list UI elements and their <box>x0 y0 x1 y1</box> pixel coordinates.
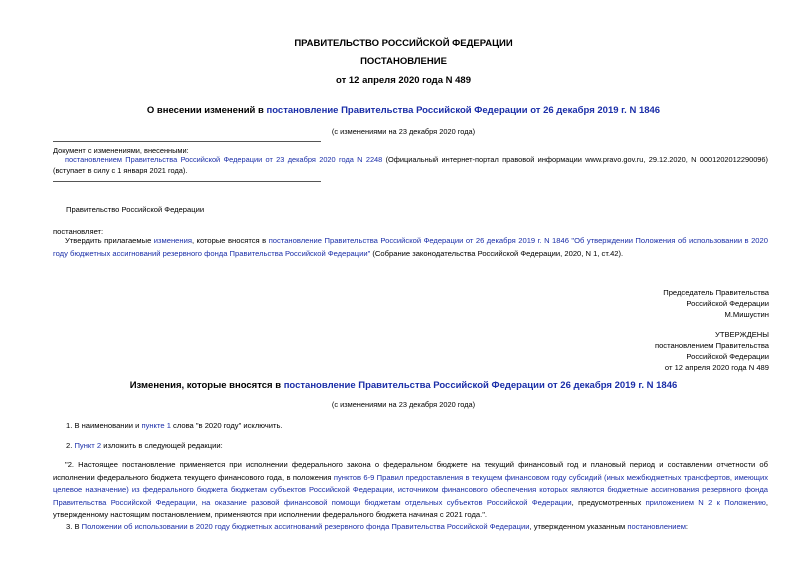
quoted-paragraph <box>53 459 768 522</box>
changes-amended-note: (с изменениями на 23 декабря 2020 года) <box>331 400 476 409</box>
decree-1846-link[interactable]: постановление Правительства Российской Федерации от 26 декабря 2019 г. N 1846 "Об утверждении Положения об использовании в 2020 году бюджетных ассигнований резервного фонда Правительства Российской Федерации" <box>53 236 768 258</box>
approved-line-2: постановлением Правительства <box>654 341 769 350</box>
p1-text-a: Утвердить прилагаемые <box>65 236 154 245</box>
rules-points-link[interactable]: пунктов 6-9 Правил предоставления в текущем финансовом году субсидий (иных межбюджетных трансфертов, имеющих целевое назначение) из федерального бюджета бюджетам субъектов Российской Федерации, источником финансового обеспечения которых являются бюджетные ассигнования резервного фонда Правительства Российской Федерации, на оказание разовой финансовой помощи бюджетам отдельных субъектов Российской Федерации <box>53 472 768 507</box>
approved-line-4: от 12 апреля 2020 года N 489 <box>664 363 769 372</box>
changes-title-prefix: Изменения, которые вносятся в <box>129 380 284 391</box>
item-3-text-a: 3. В <box>66 522 82 531</box>
approved-heading: УТВЕРЖДЕНЫ <box>715 330 769 339</box>
changes-title <box>0 380 807 391</box>
p1-text-b: , которые вносятся в <box>191 236 269 245</box>
item-2-prefix: 2. <box>66 441 75 450</box>
changes-title-link[interactable]: постановление Правительства Российской Федерации от 26 декабря 2019 г. N 1846 <box>283 380 678 391</box>
document-date-number: от 12 апреля 2020 года N 489 <box>336 75 471 86</box>
preamble-paragraph <box>53 235 768 260</box>
changes-box-text <box>53 154 768 176</box>
document-title <box>0 105 807 116</box>
amending-decree-link[interactable]: постановлением Правительства Российской Федерации от 23 декабря 2020 года N 2248 <box>65 155 383 164</box>
item-2 <box>66 441 223 450</box>
point-2-link[interactable]: Пункт 2 <box>74 441 102 450</box>
p1-text-c: (Собрание законодательства Российской Федерации, 2020, N 1, ст.42). <box>370 248 624 258</box>
signature-name: М.Мишустин <box>724 310 769 319</box>
signature-title: Председатель Правительства <box>663 288 769 297</box>
approved-line-3: Российской Федерации <box>686 352 769 361</box>
item-1-text-b: слова "в 2020 году" исключить. <box>170 421 283 430</box>
amended-note: (с изменениями на 23 декабря 2020 года) <box>331 127 476 136</box>
decree-link[interactable]: постановлением <box>627 522 686 531</box>
title-link[interactable]: постановление Правительства Российской Федерации от 26 декабря 2019 г. N 1846 <box>266 105 661 116</box>
quote-text-b: , предусмотренных <box>571 497 646 507</box>
item-2-text: изложить в следующей редакции: <box>101 441 223 450</box>
changes-link[interactable]: изменения <box>153 236 192 245</box>
changes-box-source: (Официальный интернет-портал правовой информации www.pravo.gov.ru, 29.12.2020, N 0001202012290096) (вступает в силу с 1 января 2021 года). <box>53 155 768 175</box>
item-1-text-a: 1. В наименовании и <box>66 421 142 430</box>
changes-box-heading: Документ с изменениями, внесенными: <box>53 146 189 155</box>
regulation-link[interactable]: Положении об использовании в 2020 году бюджетных ассигнований резервного фонда Правительства Российской Федерации <box>81 522 530 531</box>
item-3-text-b: , утвержденном указанным <box>529 522 628 531</box>
divider-top <box>53 141 321 142</box>
divider-bottom <box>53 181 321 182</box>
document-type-heading: ПОСТАНОВЛЕНИЕ <box>360 56 447 67</box>
quote-text-a: "2. Настоящее постановление применяется при исполнении федерального закона о федеральном бюджете на текущий финансовый год и плановый период и составлении отчетности об исполнении федерального бюджета текущего финансового года, в положения <box>53 460 768 482</box>
preamble-government: Правительство Российской Федерации <box>66 205 205 214</box>
title-prefix: О внесении изменений в <box>146 105 267 116</box>
point-1-link[interactable]: пункте 1 <box>141 421 171 430</box>
government-heading: ПРАВИТЕЛЬСТВО РОССИЙСКОЙ ФЕДЕРАЦИИ <box>294 38 513 49</box>
preamble-decrees: постановляет: <box>53 227 104 236</box>
item-1 <box>66 421 283 430</box>
item-3-text-c: : <box>685 522 689 531</box>
appendix-2-link[interactable]: приложением N 2 к Положению <box>645 497 766 507</box>
signature-org: Российской Федерации <box>686 299 769 308</box>
quote-text-c: , утвержденному настоящим постановлением, применяются при исполнении федерального бюджета начиная с 2021 года.". <box>53 497 768 520</box>
item-3 <box>66 522 688 531</box>
